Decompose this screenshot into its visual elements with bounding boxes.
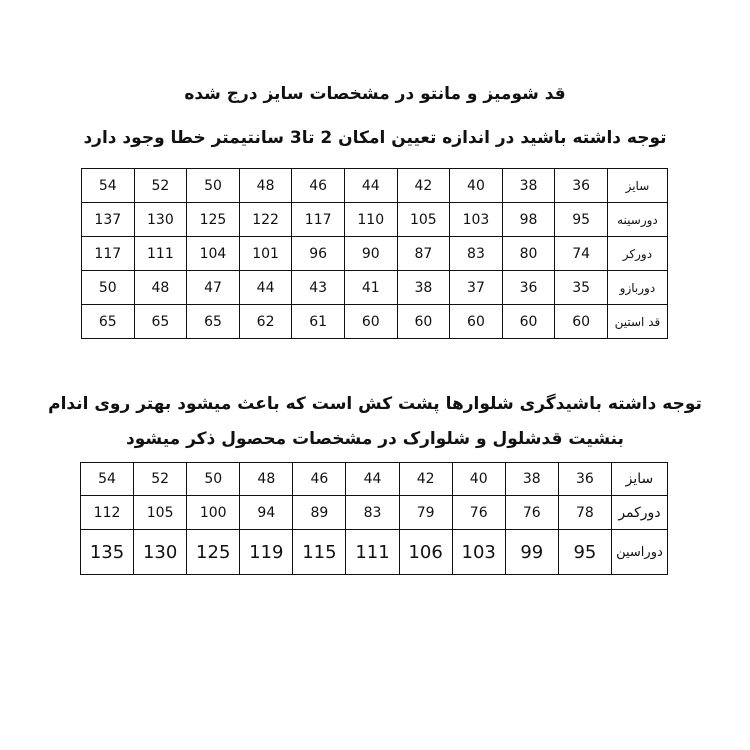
table-cell: 80 <box>502 237 555 271</box>
table-row <box>82 169 668 203</box>
table-cell: 117 <box>292 203 345 237</box>
table-cell: 95 <box>555 203 608 237</box>
row-label: سایز <box>611 463 667 496</box>
table-row <box>82 305 668 339</box>
table-cell: 130 <box>134 530 187 575</box>
table-row <box>82 203 668 237</box>
table-cell: 50 <box>82 271 135 305</box>
table-cell: 103 <box>450 203 503 237</box>
table-cell: 105 <box>134 496 187 530</box>
table-cell: 42 <box>397 169 450 203</box>
table-cell: 43 <box>292 271 345 305</box>
table-cell: 135 <box>81 530 134 575</box>
row-label: دورکمر <box>611 496 667 530</box>
table-cell: 36 <box>558 463 611 496</box>
table-cell: 36 <box>555 169 608 203</box>
row-label: دورکر <box>607 237 667 271</box>
table-cell: 125 <box>187 203 240 237</box>
table-cell: 110 <box>344 203 397 237</box>
table-cell: 100 <box>187 496 240 530</box>
table-row <box>82 271 668 305</box>
table-cell: 65 <box>82 305 135 339</box>
table-cell: 44 <box>239 271 292 305</box>
table-row <box>81 496 668 530</box>
table-cell: 78 <box>558 496 611 530</box>
table-cell: 50 <box>187 169 240 203</box>
table-cell: 38 <box>505 463 558 496</box>
table-cell: 37 <box>450 271 503 305</box>
table-row <box>81 463 668 496</box>
table-cell: 54 <box>82 169 135 203</box>
table-cell: 83 <box>450 237 503 271</box>
row-label: قد استین <box>607 305 667 339</box>
table-cell: 76 <box>505 496 558 530</box>
table-cell: 103 <box>452 530 505 575</box>
page-title: قد شومیز و مانتو در مشخصات سایز درج شده <box>184 84 566 104</box>
table-cell: 106 <box>399 530 452 575</box>
table-cell: 115 <box>293 530 346 575</box>
table-cell: 47 <box>187 271 240 305</box>
table-cell: 101 <box>239 237 292 271</box>
table-cell: 98 <box>502 203 555 237</box>
table-cell: 112 <box>81 496 134 530</box>
table-cell: 41 <box>344 271 397 305</box>
table-cell: 40 <box>450 169 503 203</box>
pants-size-table <box>80 462 668 575</box>
row-label: دورسینه <box>607 203 667 237</box>
table-cell: 62 <box>239 305 292 339</box>
table-cell: 137 <box>82 203 135 237</box>
table-cell: 38 <box>397 271 450 305</box>
table-cell: 125 <box>187 530 240 575</box>
table-cell: 94 <box>240 496 293 530</box>
table-cell: 36 <box>502 271 555 305</box>
table-cell: 76 <box>452 496 505 530</box>
table-cell: 111 <box>346 530 399 575</box>
table-cell: 119 <box>240 530 293 575</box>
top-size-table <box>81 168 668 339</box>
table-cell: 99 <box>505 530 558 575</box>
table-cell: 46 <box>292 169 345 203</box>
table-cell: 60 <box>555 305 608 339</box>
table-cell: 60 <box>344 305 397 339</box>
table-cell: 38 <box>502 169 555 203</box>
table-cell: 79 <box>399 496 452 530</box>
table-cell: 130 <box>134 203 187 237</box>
table-cell: 35 <box>555 271 608 305</box>
table-row <box>82 237 668 271</box>
table-cell: 44 <box>346 463 399 496</box>
table-cell: 95 <box>558 530 611 575</box>
table-cell: 48 <box>239 169 292 203</box>
table-cell: 61 <box>292 305 345 339</box>
table-cell: 48 <box>240 463 293 496</box>
table-cell: 122 <box>239 203 292 237</box>
table-cell: 46 <box>293 463 346 496</box>
page-subtitle: توجه داشته باشید در اندازه تعیین امکان 2 تا3 سانتیمتر خطا وجود دارد <box>83 128 667 148</box>
table-cell: 50 <box>187 463 240 496</box>
table-cell: 74 <box>555 237 608 271</box>
table-cell: 54 <box>81 463 134 496</box>
table-cell: 111 <box>134 237 187 271</box>
table-cell: 44 <box>344 169 397 203</box>
table-cell: 87 <box>397 237 450 271</box>
table-cell: 65 <box>187 305 240 339</box>
table-cell: 105 <box>397 203 450 237</box>
table-cell: 48 <box>134 271 187 305</box>
table-cell: 60 <box>397 305 450 339</box>
row-label: سایز <box>607 169 667 203</box>
table-cell: 117 <box>82 237 135 271</box>
table-cell: 96 <box>292 237 345 271</box>
table-cell: 42 <box>399 463 452 496</box>
table-cell: 104 <box>187 237 240 271</box>
pants-note-line-1: توجه داشته باشیدگری شلوارها پشت کش است که باعث میشود بهتر روی اندام <box>48 394 702 414</box>
table-cell: 52 <box>134 169 187 203</box>
table-cell: 65 <box>134 305 187 339</box>
table-row <box>81 530 668 575</box>
table-cell: 40 <box>452 463 505 496</box>
row-label: دوراسین <box>611 530 667 575</box>
table-cell: 60 <box>450 305 503 339</box>
table-cell: 83 <box>346 496 399 530</box>
pants-note-line-2: بنشیت قدشلول و شلوارک در مشخصات محصول ذکر میشود <box>126 429 624 449</box>
table-cell: 52 <box>134 463 187 496</box>
table-cell: 60 <box>502 305 555 339</box>
row-label: دوربازو <box>607 271 667 305</box>
table-cell: 89 <box>293 496 346 530</box>
table-cell: 90 <box>344 237 397 271</box>
